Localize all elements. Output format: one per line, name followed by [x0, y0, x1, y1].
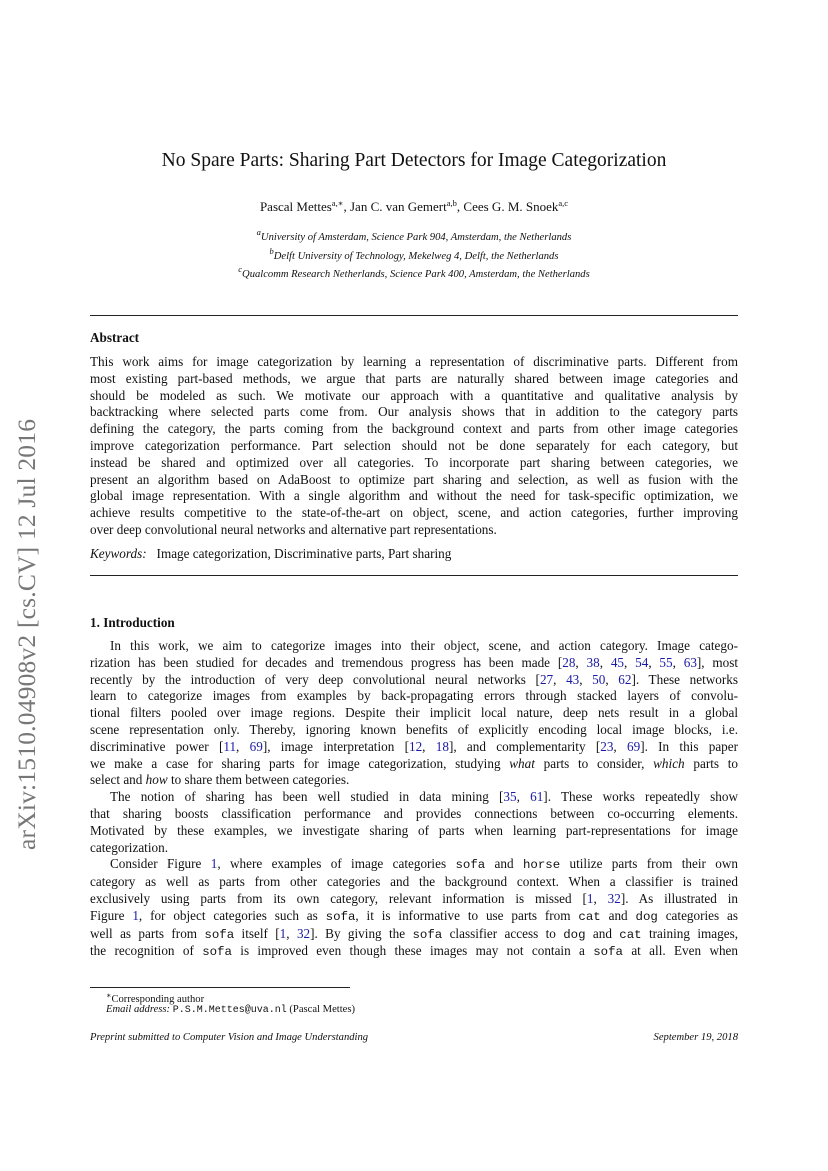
keywords: [90, 546, 451, 562]
abstract-line: backtracking where selected parts come from. Our analysis shows that in addition to the category parts: [90, 404, 738, 420]
affiliation: [0, 226, 828, 245]
emphasis: what: [509, 755, 535, 771]
footnote-rule: [90, 987, 350, 988]
introduction-line: category as well as parts from other categories and the background context. When a classifier is trained: [90, 874, 738, 890]
abstract-line: over deep convolutional neural networks and alternative part representations.: [90, 521, 497, 537]
citation-link[interactable]: 63: [683, 654, 697, 670]
author-list: Pascal Mettes$^{a,∗}$, Jan C. van Gemert$^{a,b}$, Cees G. M. Snoek$^{a,c}$: [259, 198, 569, 214]
introduction-line: well as parts from sofa itself [1, 32]. By giving the sofa classifier access to dog and cat training images,: [90, 925, 739, 942]
citation-link[interactable]: 27: [539, 671, 554, 687]
category-name-code: dog: [635, 909, 658, 924]
email-owner: (Pascal Mettes): [289, 1004, 356, 1015]
abstract-line: This work aims for image categorization by learning a representation of discriminative parts. Different from: [90, 354, 738, 369]
citation-link[interactable]: 35: [503, 789, 517, 805]
email-label: Email address:: [106, 1004, 171, 1015]
introduction-line: that sharing boosts classification performance and provides connections between co-occurring elements.: [90, 805, 738, 821]
citation-link[interactable]: 11: [223, 738, 237, 754]
author-affil-sup: a,c: [558, 198, 569, 208]
abstract-line: achieve results competitive to the state-of-the-art on object, scene, and action categories, further improving: [90, 505, 738, 521]
introduction-line: Figure 1, for object categories such as sofa, it is informative to use parts from cat and dog categories as: [90, 907, 739, 924]
abstract-line: present an algorithm based on AdaBoost to optimize part sharing and selection, as well as fusion with the: [90, 471, 738, 487]
category-name-code: sofa: [593, 945, 623, 960]
affiliation-sup: b: [269, 245, 274, 256]
author-affil-sup: a,∗: [331, 198, 344, 208]
abstract-top-rule: [90, 315, 738, 316]
citation-link[interactable]: 55: [659, 654, 673, 670]
introduction-line: Consider Figure 1, where examples of image categories sofa and horse utilize parts from their own: [110, 856, 738, 873]
author-name: Pascal Mettes: [259, 199, 332, 214]
citation-link[interactable]: 32: [296, 925, 311, 941]
introduction-line: categorization.: [90, 839, 168, 855]
citation-link[interactable]: 28: [562, 654, 576, 670]
citation-link[interactable]: 38: [586, 654, 600, 670]
citation-link[interactable]: 45: [610, 654, 625, 670]
affiliation-text: Qualcomm Research Netherlands, Science Park 400, Amsterdam, the Netherlands: [242, 269, 590, 280]
footnote-corresponding: [106, 991, 204, 1005]
category-name-code: cat: [578, 909, 601, 924]
introduction-line: exclusively using parts from its own category, relevant information is missed [1, 32]. As illustrated in: [90, 890, 738, 906]
introduction-body: [90, 638, 738, 961]
affiliation-sup: c: [238, 264, 243, 274]
abstract-line: should be modeled as such. We motivate our approach with a quantitative and qualitative analysis by: [90, 387, 738, 403]
introduction-line: we make a case for sharing parts for image categorization, studying what parts to consider, which parts to: [90, 755, 738, 771]
introduction-line: discriminative power [11, 69], image interpretation [12, 18], and complementarity [23, 69]. In this paper: [90, 738, 739, 754]
category-name-code: sofa: [455, 858, 486, 873]
footnote-marker: ∗: [106, 991, 112, 1000]
abstract-line: defining the category, the parts coming from the background context and parts from other image categories: [90, 421, 738, 437]
keywords-list: Image categorization, Discriminative parts, Part sharing: [156, 546, 452, 561]
citation-link[interactable]: 61: [530, 789, 544, 805]
abstract-body: [90, 354, 738, 539]
affiliation-list: [0, 226, 828, 282]
abstract-line: global image representation. With a single algorithm and without the need for task-specific optimization, we: [90, 488, 738, 504]
author-affil-sup: a,b: [446, 198, 457, 208]
abstract-line: most existing part-based methods, we argue that parts are naturally shared between image categories and: [90, 370, 738, 386]
citation-link[interactable]: 69: [627, 738, 641, 754]
author-name: Cees G. M. Snoek: [463, 199, 559, 214]
citation-link[interactable]: 1: [132, 907, 139, 923]
introduction-line: Motivated by these examples, we investigate sharing of parts when learning part-representations for image: [90, 822, 738, 838]
footnote-text: Corresponding author: [111, 994, 205, 1005]
affiliation: [0, 263, 828, 282]
introduction-line: the recognition of sofa is improved even though these images may not contain a sofa at all. Even when: [90, 943, 739, 960]
email-address[interactable]: P.S.M.Mettes@uva.nl: [172, 1005, 287, 1016]
introduction-line: In this work, we aim to categorize images into their object, scene, and action category. Image catego-: [110, 638, 738, 653]
category-name-code: sofa: [325, 909, 356, 924]
affiliation-text: Delft University of Technology, Mekelweg 4, Delft, the Netherlands: [273, 250, 559, 262]
citation-link[interactable]: 1: [586, 890, 594, 906]
category-name-code: dog: [563, 927, 586, 942]
citation-link[interactable]: 62: [618, 671, 632, 687]
affiliation-sup: a: [256, 227, 261, 237]
emphasis: how: [145, 772, 168, 788]
emphasis: which: [653, 755, 685, 771]
citation-link[interactable]: 54: [635, 654, 649, 670]
category-name-code: sofa: [412, 927, 443, 942]
abstract-bottom-rule: [90, 575, 738, 576]
affiliation: [0, 245, 828, 264]
introduction-line: select and how to share them between categories.: [90, 772, 350, 788]
abstract-heading: Abstract: [90, 330, 140, 345]
footnote-email: [106, 1004, 355, 1016]
introduction-line: scene representation only. Thereby, ignoring known benefits of explicitly encoding local image blocks, i.e.: [90, 721, 738, 737]
introduction-line: The notion of sharing has been well studied in data mining [35, 61]. These works repeatedly show: [110, 789, 739, 805]
introduction-line: rization has been studied for decades and tremendous progress has been made [28, 38, 45, 54, 55, 63], most: [90, 654, 739, 670]
category-name-code: sofa: [202, 945, 232, 960]
citation-link[interactable]: 43: [566, 671, 580, 687]
arxiv-sidebar-stamp: arXiv:1510.04908v2 [cs.CV] 12 Jul 2016: [12, 418, 41, 850]
citation-link[interactable]: 50: [592, 671, 606, 687]
footer-date: September 19, 2018: [653, 1032, 738, 1043]
section-heading-introduction: 1. Introduction: [90, 615, 175, 630]
category-name-code: horse: [522, 858, 561, 873]
affiliation-text: University of Amsterdam, Science Park 904, Amsterdam, the Netherlands: [260, 232, 572, 243]
introduction-line: recently by the introduction of very deep convolutional neural networks [27, 43, 50, 62]. These networks: [90, 671, 738, 687]
abstract-line: instead be shared and optimized over all categories. To incorporate part sharing between categories, we: [90, 454, 738, 470]
citation-link[interactable]: 12: [408, 738, 423, 754]
citation-link[interactable]: 1: [210, 856, 218, 872]
citation-link[interactable]: 32: [607, 890, 621, 906]
introduction-line: tional filters pooled over image regions. Despite their implicit local nature, deep nets result in a global: [90, 705, 738, 721]
citation-link[interactable]: 18: [435, 738, 449, 754]
category-name-code: cat: [619, 927, 642, 942]
citation-link[interactable]: 1: [279, 925, 287, 941]
category-name-code: sofa: [204, 927, 235, 942]
citation-link[interactable]: 69: [249, 738, 263, 754]
abstract-line: improve categorization performance. Part selection should not be done separately for each category, but: [90, 437, 738, 453]
author-name: Jan C. van Gemert: [349, 199, 447, 214]
footer-journal: Preprint submitted to Computer Vision and Image Understanding: [90, 1032, 369, 1043]
keywords-label: Keywords:: [90, 546, 147, 561]
introduction-line: learn to categorize images from examples by back-propagating errors through stacked layers of convolu-: [90, 688, 738, 704]
paper-title: No Spare Parts: Sharing Part Detectors for Image Categorization: [161, 150, 667, 171]
citation-link[interactable]: 23: [600, 738, 614, 754]
